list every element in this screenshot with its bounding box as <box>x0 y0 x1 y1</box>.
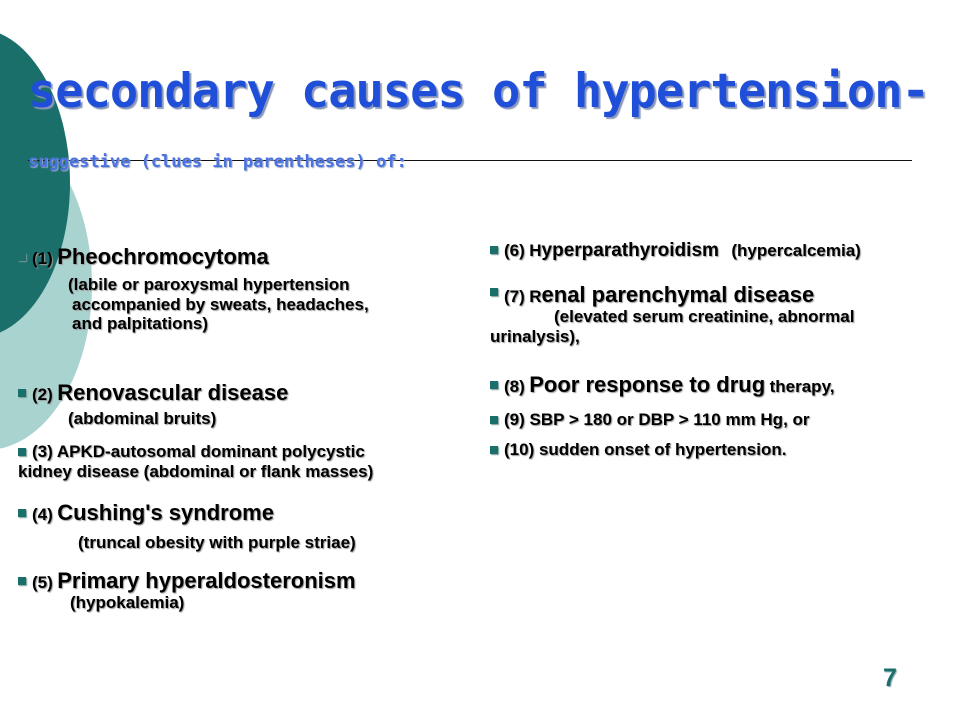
list-item <box>490 372 960 410</box>
item-text-continued: kidney disease (abdominal or flank masses) <box>18 461 374 481</box>
item-clue: (labile or paroxysmal hypertension <box>68 275 350 295</box>
item-number: (3) <box>32 442 53 461</box>
item-text: APKD-autosomal dominant polycystic <box>56 442 365 461</box>
list-item <box>490 282 960 372</box>
item-number: (5) <box>32 573 53 592</box>
list-item <box>490 440 960 460</box>
item-name: enal parenchymal disease <box>541 282 815 307</box>
list-item <box>490 410 960 440</box>
item-name: Poor response to drug <box>529 372 766 397</box>
square-bullet-icon <box>490 246 498 254</box>
item-tail: therapy, <box>769 377 835 396</box>
item-number: (4) <box>32 505 53 524</box>
list-item <box>18 442 468 500</box>
right-column <box>490 240 960 460</box>
list-item <box>18 244 468 380</box>
item-number: (8) <box>504 377 525 396</box>
left-column <box>18 244 468 613</box>
list-item <box>18 500 468 568</box>
slide-title: secondary causes of hypertension- <box>28 64 929 119</box>
item-initial: H <box>529 241 542 260</box>
square-bullet-icon <box>18 253 26 261</box>
page-number: 7 <box>883 664 897 692</box>
item-number: (2) <box>32 385 53 404</box>
item-number: (9) <box>504 410 525 429</box>
item-text: SBP > 180 or DBP > 110 mm Hg, or <box>529 410 810 429</box>
item-clue: and palpitations) <box>72 314 208 334</box>
item-text: sudden onset of hypertension. <box>538 440 787 459</box>
item-number: (10) <box>504 440 535 459</box>
item-name: Renovascular disease <box>57 380 289 405</box>
item-number: (1) <box>32 249 53 268</box>
item-clue: (hypokalemia) <box>70 593 185 613</box>
item-initial: R <box>529 287 542 306</box>
item-number: (6) <box>504 241 525 260</box>
square-bullet-icon <box>490 381 498 389</box>
square-bullet-icon <box>18 509 26 517</box>
item-clue: (elevated serum creatinine, abnormal <box>554 307 855 327</box>
item-name: Cushing's syndrome <box>57 500 274 525</box>
square-bullet-icon <box>490 288 498 296</box>
list-item <box>490 240 960 282</box>
list-item <box>18 568 468 613</box>
item-clue: accompanied by sweats, headaches, <box>72 294 369 314</box>
item-clue-continued: urinalysis), <box>490 326 580 346</box>
item-name: yperparathyroidism <box>541 240 719 261</box>
item-number: (7) <box>504 287 525 306</box>
item-clue: (abdominal bruits) <box>68 409 217 429</box>
item-clue: (truncal obesity with purple striae) <box>78 533 356 553</box>
square-bullet-icon <box>18 448 26 456</box>
slide-subtitle: suggestive (clues in parentheses) of: <box>28 152 407 172</box>
square-bullet-icon <box>18 577 26 585</box>
square-bullet-icon <box>490 446 498 454</box>
item-name: Pheochromocytoma <box>57 244 269 269</box>
item-clue: (hypercalcemia) <box>731 241 861 260</box>
item-name: Primary hyperaldosteronism <box>57 568 356 593</box>
square-bullet-icon <box>490 416 498 424</box>
square-bullet-icon <box>18 389 26 397</box>
list-item <box>18 380 468 442</box>
